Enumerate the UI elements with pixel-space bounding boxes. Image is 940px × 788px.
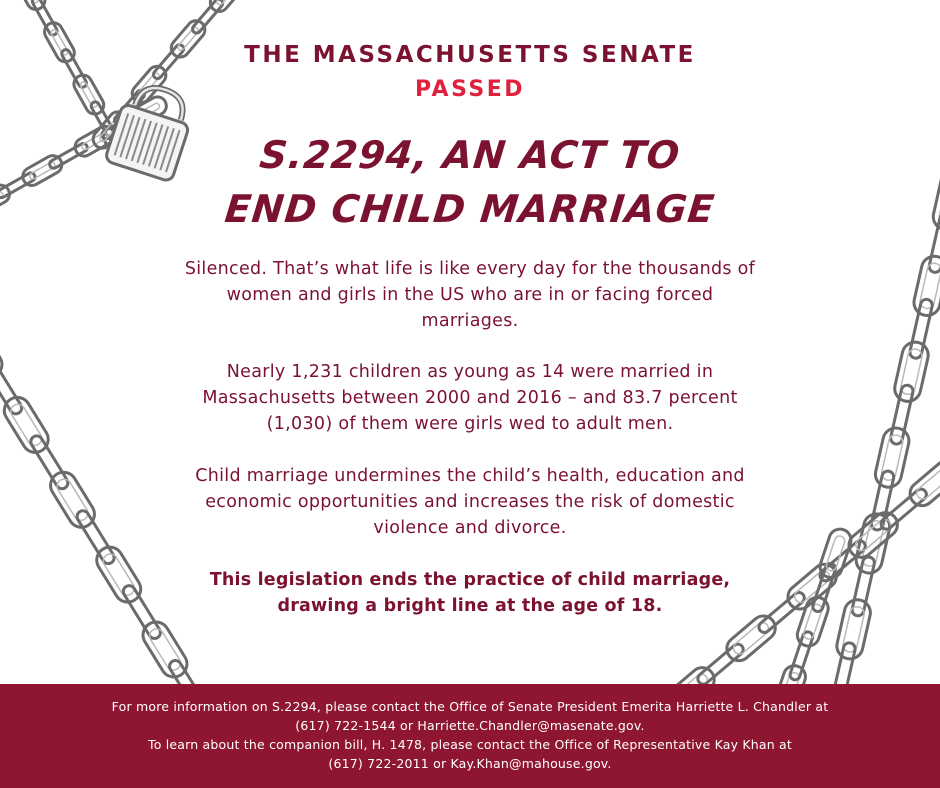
chain-link — [905, 456, 940, 510]
paragraph-line: economic opportunities and increases the risk of domestic — [205, 492, 735, 512]
paragraph-harms — [170, 463, 770, 541]
passed-heading: PASSED — [414, 77, 526, 102]
footer-line: (617) 722-1544 or Harriette.Chandler@masenate.gov. — [295, 718, 645, 733]
paragraph-line: (1,030) of them were girls wed to adult men. — [266, 414, 674, 434]
paragraph-line: Nearly 1,231 children as young as 14 were married in — [226, 362, 714, 382]
paragraph-line: Silenced. That’s what life is like every day for the thousands of — [184, 259, 756, 279]
paragraph-line: marriages. — [421, 311, 519, 331]
chain-link — [138, 617, 192, 682]
paragraph-line: Child marriage undermines the child’s health, education and — [195, 466, 745, 486]
paragraph-line: drawing a bright line at the age of 18. — [277, 596, 663, 616]
chain-link — [722, 611, 780, 665]
bill-title-line2: END CHILD MARRIAGE — [222, 187, 718, 231]
paragraph-legislation — [170, 567, 770, 619]
chain-link — [92, 542, 146, 607]
paragraph-line: This legislation ends the practice of child marriage, — [209, 570, 731, 590]
footer-line: (617) 722-2011 or Kay.Khan@mahouse.gov. — [328, 756, 612, 771]
paragraph-silenced — [170, 256, 770, 334]
footer-line: For more information on S.2294, please contact the Office of Senate President Emerita Harriette L. Chandler at — [111, 699, 829, 714]
chain-link — [46, 467, 100, 532]
bill-title — [0, 128, 940, 236]
chain-link — [696, 642, 746, 686]
paragraph-line: Massachusetts between 2000 and 2016 – and 83.7 percent — [202, 388, 738, 408]
senate-heading: THE MASSACHUSETTS SENATE — [244, 42, 696, 68]
chain-link — [0, 393, 53, 458]
paragraph-line: violence and divorce. — [373, 518, 567, 538]
contact-footer — [0, 684, 940, 788]
bill-title-line1: S.2294, AN ACT TO — [257, 133, 683, 177]
paragraph-statistics — [170, 359, 770, 437]
paragraph-line: women and girls in the US who are in or facing forced — [226, 285, 714, 305]
footer-line: To learn about the companion bill, H. 1478, please contact the Office of Representative Kay Khan at — [147, 737, 793, 752]
chain-link — [911, 254, 940, 318]
